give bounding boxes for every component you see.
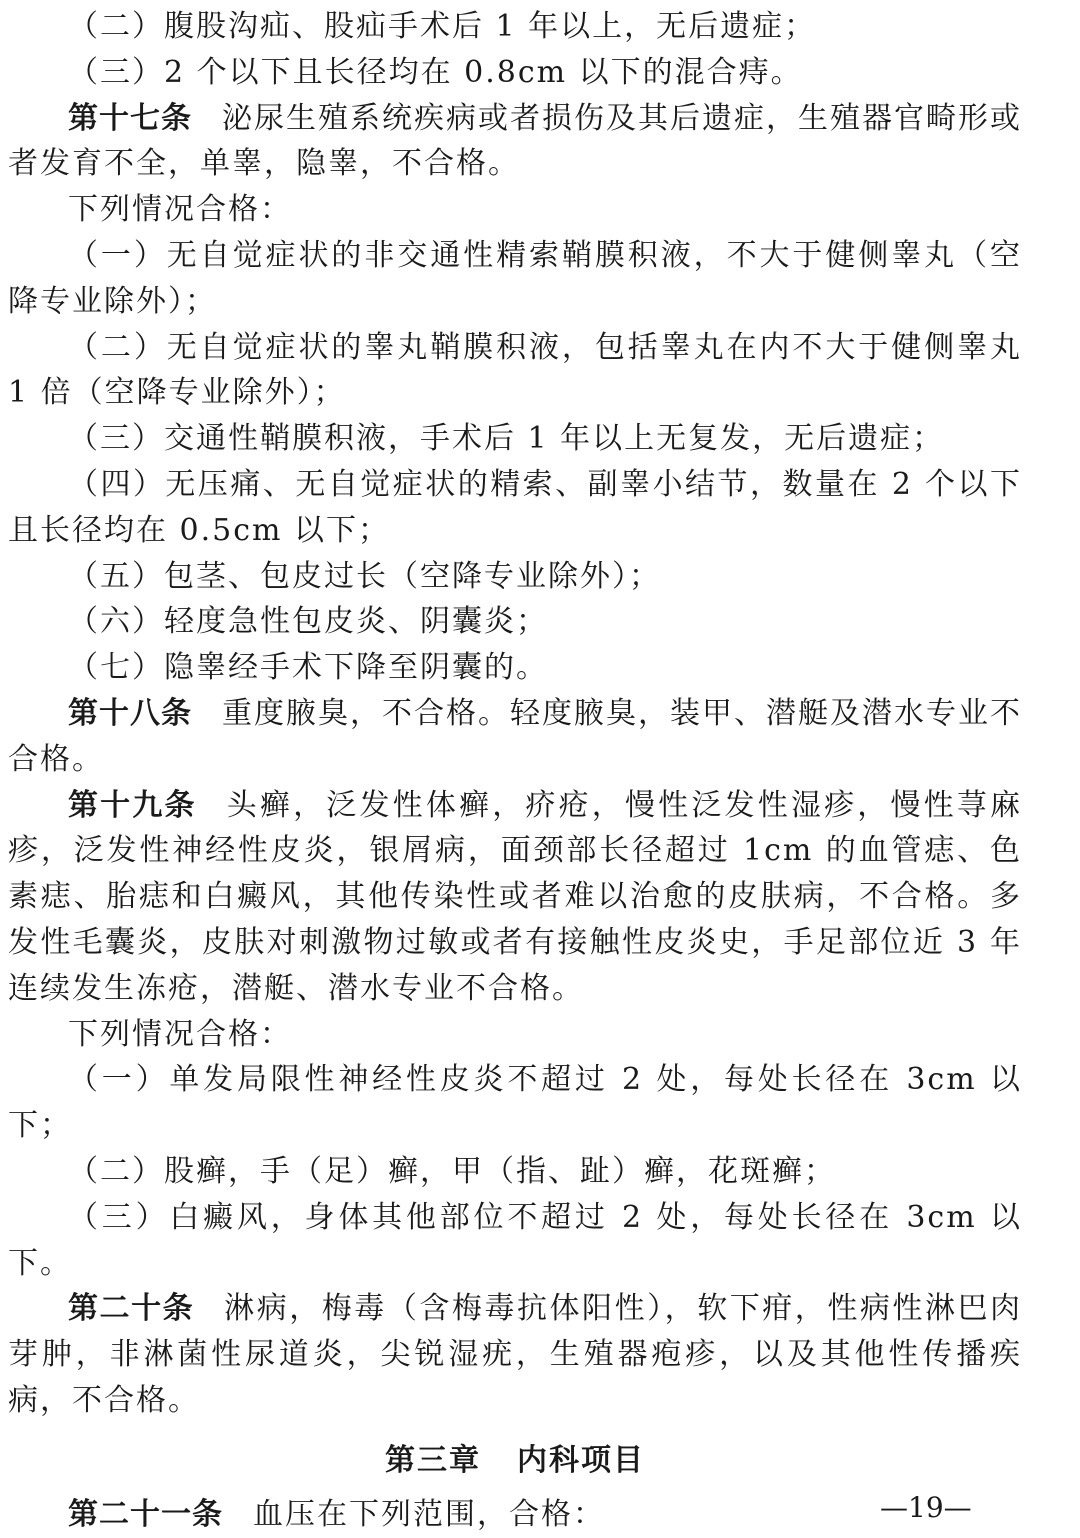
paragraph-text: （三）2 个以下且长径均在 0.8cm 以下的混合痔。: [68, 54, 803, 90]
clause-paragraph: [8, 1057, 1022, 1149]
article-number: 第二十条: [68, 1291, 195, 1327]
chapter-title: 内科项目: [517, 1442, 645, 1478]
clause-paragraph: [8, 4, 1022, 50]
article-number: 第十七条: [68, 100, 192, 136]
paragraph-text: 下列情况合格：: [68, 192, 292, 228]
clause-paragraph: [8, 645, 1022, 691]
article-paragraph: [8, 691, 1022, 783]
article-number: 第二十一条: [68, 1496, 223, 1532]
article-number: 第十八条: [68, 695, 192, 731]
paragraph-text: （五）包茎、包皮过长（空降专业除外）；: [68, 558, 661, 594]
paragraph-text: 头癣，泛发性体癣，疥疮，慢性泛发性湿疹，慢性荨麻疹，泛发性神经性皮炎，银屑病，面颈部长径超过 1cm 的血管痣、色素痣、胎痣和白癜风，其他传染性或者难以治愈的皮肤病，不合格。多发性毛囊炎，皮肤对刺激物过敏或者有接触性皮炎史，手足部位近 3 年连续发生冻疮，潜艇、潜水专业不合格。: [8, 787, 1023, 1006]
paragraph-text: 淋病，梅毒（含梅毒抗体阳性），软下疳，性病性淋巴肉芽肿，非淋菌性尿道炎，尖锐湿疣，生殖器疱疹，以及其他性传播疾病，不合格。: [8, 1291, 1023, 1418]
paragraph-text: （一）单发局限性神经性皮炎不超过 2 处，每处长径在 3cm 以下；: [8, 1062, 1022, 1144]
clause-paragraph: [8, 1195, 1022, 1287]
paragraph-text: （二）腹股沟疝、股疝手术后 1 年以上，无后遗症；: [68, 9, 817, 44]
article-paragraph: [8, 1286, 1022, 1423]
clause-paragraph: [8, 1012, 1022, 1058]
article-number: 第十九条: [68, 787, 197, 823]
article-paragraph: [8, 783, 1022, 1012]
clause-paragraph: [8, 462, 1022, 554]
chapter-heading: [8, 1438, 1022, 1484]
paragraph-text: 下列情况合格：: [68, 1016, 292, 1052]
article-paragraph: [8, 1492, 1022, 1538]
paragraph-text: （三）白癜风，身体其他部位不超过 2 处，每处长径在 3cm 以下。: [8, 1199, 1022, 1281]
document-body: [8, 4, 1022, 1538]
clause-paragraph: [8, 50, 1022, 96]
paragraph-text: （二）无自觉症状的睾丸鞘膜积液，包括睾丸在内不大于健侧睾丸 1 倍（空降专业除外）；: [8, 329, 1022, 411]
paragraph-text: （七）隐睾经手术下降至阴囊的。: [68, 650, 548, 686]
clause-paragraph: [8, 416, 1022, 462]
article-paragraph: [8, 96, 1022, 188]
paragraph-text: （三）交通性鞘膜积液，手术后 1 年以上无复发，无后遗症；: [68, 421, 945, 457]
paragraph-list-bottom: [8, 1492, 1022, 1538]
clause-paragraph: [8, 187, 1022, 233]
paragraph-list-top: [8, 4, 1022, 1424]
paragraph-text: 重度腋臭，不合格。轻度腋臭，装甲、潜艇及潜水专业不合格。: [8, 695, 1022, 777]
paragraph-text: 血压在下列范围，合格：: [253, 1496, 605, 1532]
paragraph-text: （一）无自觉症状的非交通性精索鞘膜积液，不大于健侧睾丸（空降专业除外）；: [8, 237, 1022, 319]
page-number: —19—: [880, 1491, 972, 1524]
clause-paragraph: [8, 599, 1022, 645]
paragraph-text: （二）股癣，手（足）癣，甲（指、趾）癣，花斑癣；: [68, 1153, 836, 1189]
chapter-number: 第三章: [385, 1442, 481, 1478]
clause-paragraph: [8, 1149, 1022, 1195]
clause-paragraph: [8, 325, 1022, 417]
clause-paragraph: [8, 233, 1022, 325]
clause-paragraph: [8, 554, 1022, 600]
paragraph-text: 泌尿生殖系统疾病或者损伤及其后遗症，生殖器官畸形或者发育不全，单睾，隐睾，不合格。: [8, 100, 1022, 182]
paragraph-text: （六）轻度急性包皮炎、阴囊炎；: [68, 604, 548, 640]
paragraph-text: （四）无压痛、无自觉症状的精索、副睾小结节，数量在 2 个以下且长径均在 0.5cm 以下；: [8, 466, 1022, 548]
